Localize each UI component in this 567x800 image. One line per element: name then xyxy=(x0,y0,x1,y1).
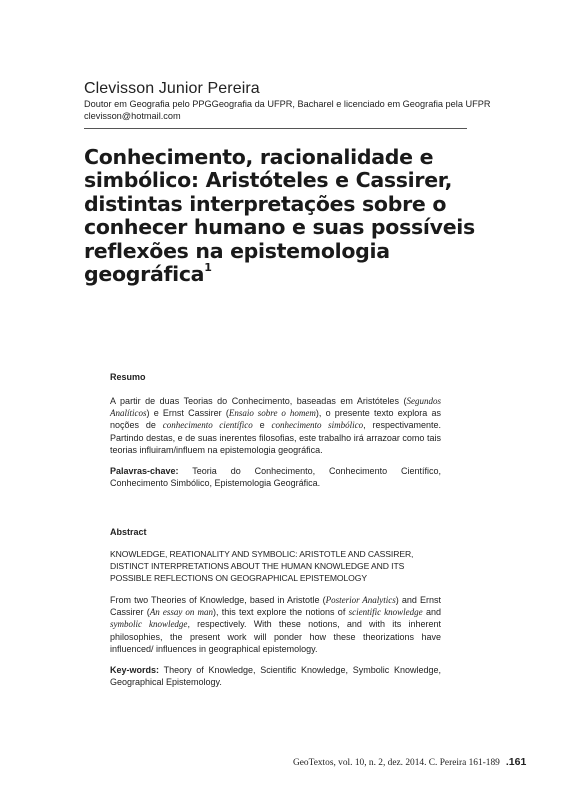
author-name: Clevisson Junior Pereira xyxy=(84,80,260,97)
page-number: .161 xyxy=(505,756,527,768)
abstract-paragraph: From two Theories of Knowledge, based in Aristotle (Posterior Analytics) and Ernst Cassirer (An essay on man), this text explore the notions of scientific knowledge and symbolic knowledge, respectively. With these notions, and with its inherent philosophies, the present work will ponder how these theorizations have influenced/ influences in geographical epistemology. xyxy=(110,595,441,654)
resumo-heading: Resumo xyxy=(110,372,146,382)
keywords-text: Theory of Knowledge, Scientific Knowledge, Symbolic Knowledge, Geographical Epistemology. xyxy=(110,665,441,688)
abstract-heading: Abstract xyxy=(110,527,147,537)
article-title xyxy=(84,146,484,286)
english-title: KNOWLEDGE, REATIONALITY AND SYMBOLIC: ARISTOTLE AND CASSIRER, DISTINCT INTERPRETATIONS ABOUT THE HUMAN KNOWLEDGE AND ITS POSSIBLE REFLECTIONS ON GEOGRAPHICAL EPISTEMOLOGY xyxy=(110,549,414,583)
page-footer xyxy=(293,756,527,769)
keywords-label: Key-words: xyxy=(110,665,160,676)
title-line: distintas interpretações sobre o xyxy=(84,191,447,216)
title-line: simbólico: Aristóteles e Cassirer, xyxy=(84,168,453,193)
resumo-section xyxy=(110,371,441,489)
author-divider xyxy=(84,128,467,129)
keywords-label: Palavras-chave: xyxy=(110,466,179,477)
title-line: Conhecimento, racionalidade e xyxy=(84,145,434,169)
author-affiliation: Doutor em Geografia pelo PPGGeografia da UFPR, Bacharel e licenciado em Geografia pela UFPR xyxy=(84,99,491,109)
author-email: clevisson@hotmail.com xyxy=(84,111,181,121)
resumo-keywords xyxy=(110,465,441,489)
title-line xyxy=(84,263,484,286)
footer-citation: GeoTextos, vol. 10, n. 2, dez. 2014. C. Pereira 161-189 xyxy=(293,758,500,768)
keywords-text: Teoria do Conhecimento, Conhecimento Científico, Conhecimento Simbólico, Epistemologia Geográfica. xyxy=(110,466,441,489)
title-line: conhecer humano e suas possíveis xyxy=(84,215,475,240)
footnote-marker: 1 xyxy=(204,261,212,275)
abstract-keywords xyxy=(110,664,441,688)
title-line: reflexões na epistemologia xyxy=(84,238,390,263)
author-block xyxy=(84,80,491,122)
resumo-paragraph: A partir de duas Teorias do Conhecimento, baseadas em Aristóteles (Segundos Analíticos) e Ernst Cassirer (Ensaio sobre o homem), o presente texto explora as noções de conhecimento científico e conhecimento simbólico, respectivamente. Partindo destas, e de suas inerentes filosofias, este trabalho irá arrazoar como tais teorias influiram/influem na epistemologia geográfica. xyxy=(110,396,441,455)
abstract-section xyxy=(110,526,441,688)
title-last-word: geográfica xyxy=(84,262,205,287)
